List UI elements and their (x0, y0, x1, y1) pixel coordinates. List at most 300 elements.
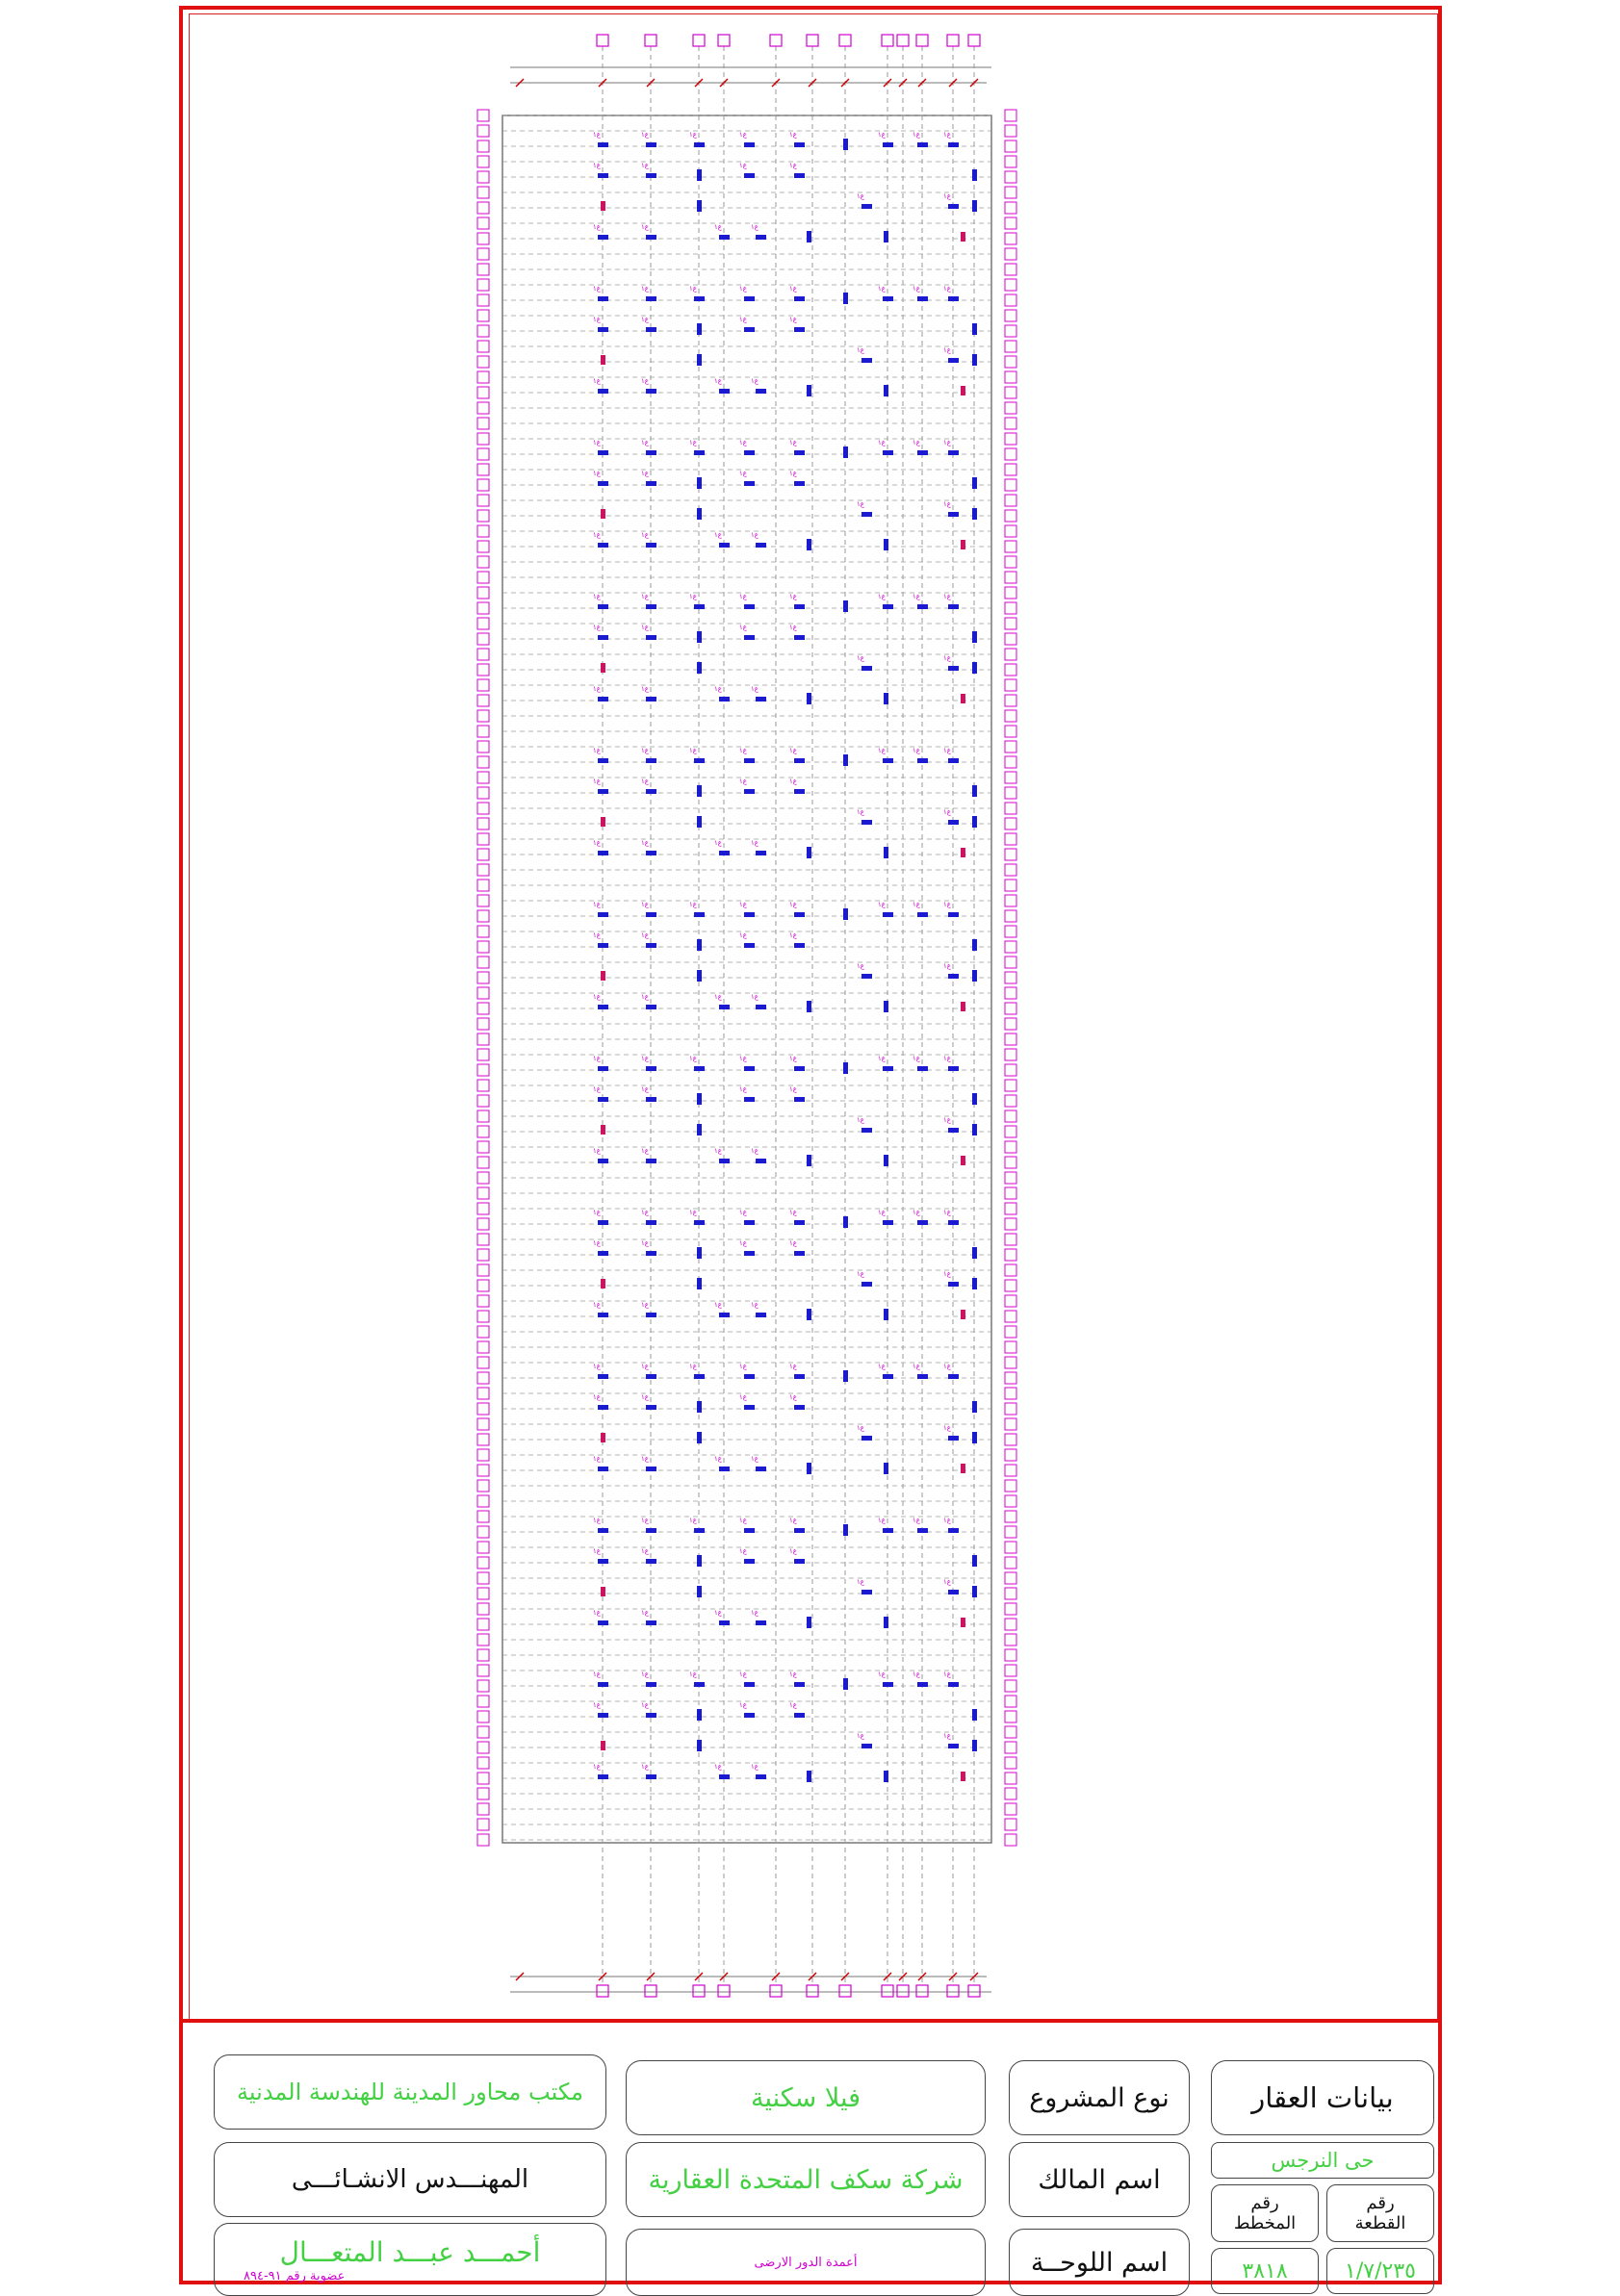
grid-bubble-right (1005, 279, 1016, 291)
grid-bubble-right (1005, 618, 1016, 629)
column-tag: ع۱ (789, 439, 797, 446)
grid-bubble-left (477, 1049, 489, 1060)
column (646, 1559, 656, 1564)
grid-bubble-top (718, 35, 730, 46)
grid-bubble-right (1005, 726, 1016, 737)
property-header-box (1211, 2060, 1434, 2135)
grid-bubble-left (477, 1603, 489, 1615)
column (948, 974, 959, 979)
grid-bubble-left (477, 880, 489, 891)
column (884, 1309, 888, 1320)
column-tag: ع۱ (739, 1547, 747, 1555)
grid-bubble-right (1005, 1264, 1016, 1276)
grid-bubble-right (1005, 633, 1016, 645)
column (694, 450, 705, 455)
grid-bubble-right (1005, 1665, 1016, 1676)
column (697, 1555, 702, 1567)
grid-bubble-right (1005, 1480, 1016, 1492)
column-tag: ع۱ (857, 962, 864, 970)
column-tag: ع۱ (641, 839, 649, 847)
grid-bubble-right (1005, 1649, 1016, 1661)
column (948, 1220, 959, 1225)
grid-bubble-left (477, 926, 489, 937)
grid-bubble-left (477, 787, 489, 799)
column-tag: ع۱ (739, 1363, 747, 1370)
column (744, 1374, 755, 1379)
column (744, 1559, 755, 1564)
column-tag: ع۱ (943, 1270, 951, 1278)
engineer-name-box (214, 2223, 606, 2296)
column-tag: ع۱ (751, 685, 759, 693)
grid-bubble-left (477, 1326, 489, 1338)
column-tag: ع۱ (943, 285, 951, 293)
grid-bubble-right (1005, 1619, 1016, 1630)
grid-bubble-top (882, 35, 893, 46)
column (601, 201, 605, 211)
column (646, 912, 656, 917)
grid-bubble-left (477, 1803, 489, 1815)
column (972, 1401, 977, 1413)
grid-bubble-right (1005, 1634, 1016, 1645)
grid-bubble-left (477, 1742, 489, 1753)
grid-bubble-left (477, 1018, 489, 1030)
column (843, 1062, 848, 1074)
column (744, 635, 755, 640)
column (843, 293, 848, 304)
district: حى النرجس (1271, 2149, 1375, 2172)
grid-bubble-right (1005, 479, 1016, 491)
column-tag: ع۱ (857, 1424, 864, 1432)
column (917, 142, 928, 147)
column-tag: ع۱ (943, 962, 951, 970)
column-tag: ع۱ (789, 1055, 797, 1062)
column-tag: ع۱ (739, 1701, 747, 1709)
grid-bubble-left (477, 418, 489, 429)
column (917, 1374, 928, 1379)
column (598, 1405, 608, 1410)
owner-value-box (626, 2142, 986, 2217)
plan-no-label-box (1211, 2184, 1319, 2242)
column-tag: ع۱ (739, 1671, 747, 1678)
column (972, 200, 977, 212)
column-tag: ع۱ (857, 1732, 864, 1740)
column (884, 693, 888, 704)
column (961, 848, 965, 857)
column-tag: ع۱ (593, 993, 601, 1001)
grid-bubble-left (477, 140, 489, 152)
grid-bubble-left (477, 479, 489, 491)
grid-bubble-bottom (645, 1985, 656, 1997)
column (883, 296, 893, 301)
grid-bubble-left (477, 1388, 489, 1399)
grid-bubble-left (477, 587, 489, 599)
column (972, 1247, 977, 1259)
column (883, 758, 893, 763)
grid-bubble-right (1005, 525, 1016, 537)
column-tag: ع۱ (913, 439, 920, 446)
column (601, 1125, 605, 1135)
column (598, 912, 608, 917)
column-tag: ع۱ (739, 1085, 747, 1093)
column-tag: ع۱ (641, 685, 649, 693)
grid-bubble-right (1005, 649, 1016, 660)
column (646, 1159, 656, 1163)
column (807, 539, 811, 550)
column (719, 235, 730, 240)
column-tag: ع۱ (878, 1517, 886, 1524)
column (598, 1313, 608, 1317)
column (794, 1713, 805, 1718)
grid-bubble-left (477, 1372, 489, 1384)
column (598, 235, 608, 240)
column (883, 142, 893, 147)
column (744, 789, 755, 794)
grid-bubble-bottom (597, 1985, 608, 1997)
column (794, 789, 805, 794)
grid-bubble-left (477, 572, 489, 583)
grid-bubble-right (1005, 1357, 1016, 1368)
column (719, 1467, 730, 1471)
column-tag: ع۱ (913, 1517, 920, 1524)
column-tag: ع۱ (789, 470, 797, 477)
column-tag: ع۱ (789, 1547, 797, 1555)
grid-bubble-right (1005, 1033, 1016, 1045)
column (807, 1309, 811, 1320)
column (794, 1097, 805, 1102)
grid-bubble-left (477, 541, 489, 552)
column (884, 385, 888, 396)
grid-bubble-top (597, 35, 608, 46)
column (861, 1282, 872, 1287)
column (884, 1463, 888, 1474)
column-tag: ع۱ (714, 993, 722, 1001)
sheet-name-label: اسم اللوحــة (1030, 2247, 1169, 2278)
column (794, 1220, 805, 1225)
column (948, 758, 959, 763)
grid-bubble-left (477, 741, 489, 753)
grid-bubble-bottom (897, 1985, 909, 1997)
column (719, 1159, 730, 1163)
column-tag: ع۱ (641, 1547, 649, 1555)
grid-bubble-right (1005, 1434, 1016, 1445)
column (646, 1220, 656, 1225)
column-tag: ع۱ (714, 1609, 722, 1617)
grid-bubble-right (1005, 1803, 1016, 1815)
grid-bubble-left (477, 1449, 489, 1461)
grid-bubble-right (1005, 1465, 1016, 1476)
column-tag: ع۱ (739, 1239, 747, 1247)
column-tag: ع۱ (789, 593, 797, 600)
column (972, 323, 977, 335)
column-tag: ع۱ (789, 1393, 797, 1401)
grid-bubble-left (477, 248, 489, 260)
grid-bubble-left (477, 202, 489, 214)
grid-bubble-right (1005, 1218, 1016, 1230)
column (646, 1097, 656, 1102)
column-tag: ع۱ (751, 1301, 759, 1309)
column (598, 142, 608, 147)
column-tag: ع۱ (593, 162, 601, 169)
grid-bubble-bottom (693, 1985, 705, 1997)
column-tag: ع۱ (913, 1209, 920, 1216)
column (756, 1313, 766, 1317)
column-tag: ع۱ (789, 747, 797, 754)
grid-bubble-right (1005, 1526, 1016, 1538)
grid-bubble-right (1005, 572, 1016, 583)
column (972, 1709, 977, 1721)
grid-bubble-left (477, 110, 489, 121)
column (948, 1066, 959, 1071)
column (883, 1220, 893, 1225)
column (961, 1156, 965, 1165)
column (861, 1436, 872, 1441)
grid-bubble-top (807, 35, 818, 46)
column-tag: ع۱ (943, 1116, 951, 1124)
column (861, 358, 872, 363)
column (948, 512, 959, 517)
grid-bubble-left (477, 1757, 489, 1769)
column (794, 758, 805, 763)
column (601, 509, 605, 519)
column-tag: ع۱ (739, 285, 747, 293)
column (972, 970, 977, 982)
column (948, 1528, 959, 1533)
grid-bubble-left (477, 187, 489, 198)
column (794, 142, 805, 147)
column (697, 354, 702, 366)
column-tag: ع۱ (593, 593, 601, 600)
column (719, 1313, 730, 1317)
grid-bubble-left (477, 233, 489, 244)
column (598, 697, 608, 702)
column-tag: ع۱ (751, 377, 759, 385)
column (697, 1278, 702, 1289)
column (744, 450, 755, 455)
column-tag: ع۱ (689, 1209, 697, 1216)
grid-bubble-right (1005, 1049, 1016, 1060)
grid-bubble-right (1005, 556, 1016, 568)
column-tag: ع۱ (789, 1701, 797, 1709)
column-tag: ع۱ (739, 1393, 747, 1401)
column-tag: ع۱ (913, 901, 920, 908)
grid-bubble-right (1005, 464, 1016, 475)
column (646, 327, 656, 332)
column-tag: ع۱ (641, 901, 649, 908)
column (598, 450, 608, 455)
membership-number: عضوية رقم ۹۱-۸۹٤ (244, 2268, 346, 2283)
grid-bubble-left (477, 1280, 489, 1291)
column (961, 694, 965, 703)
grid-bubble-right (1005, 418, 1016, 429)
grid-bubble-right (1005, 1187, 1016, 1199)
column (744, 481, 755, 486)
grid-bubble-left (477, 1465, 489, 1476)
column-tag: ع۱ (714, 377, 722, 385)
grid-bubble-left (477, 402, 489, 414)
column (972, 508, 977, 520)
grid-bubble-left (477, 833, 489, 845)
grid-bubble-left (477, 279, 489, 291)
grid-bubble-right (1005, 356, 1016, 368)
column (598, 1066, 608, 1071)
grid-bubble-left (477, 387, 489, 398)
column-tag: ع۱ (943, 131, 951, 139)
column-tag: ع۱ (689, 439, 697, 446)
column (601, 971, 605, 981)
column-tag: ع۱ (641, 593, 649, 600)
column (794, 1251, 805, 1256)
grid-bubble-left (477, 1572, 489, 1584)
column (917, 1066, 928, 1071)
grid-bubble-left (477, 910, 489, 922)
grid-bubble-left (477, 602, 489, 614)
column (948, 1682, 959, 1687)
grid-bubble-bottom (718, 1985, 730, 1997)
column-tag: ع۱ (714, 839, 722, 847)
grid-bubble-left (477, 341, 489, 352)
column-tag: ع۱ (593, 931, 601, 939)
grid-bubble-right (1005, 910, 1016, 922)
column-tag: ع۱ (739, 931, 747, 939)
column (794, 912, 805, 917)
column (744, 1220, 755, 1225)
column (794, 1682, 805, 1687)
grid-bubble-left (477, 772, 489, 783)
column-tag: ع۱ (913, 593, 920, 600)
column-tag: ع۱ (641, 162, 649, 169)
column-tag: ع۱ (641, 1701, 649, 1709)
grid-bubble-right (1005, 741, 1016, 753)
grid-bubble-left (477, 495, 489, 506)
grid-bubble-right (1005, 217, 1016, 229)
column-tag: ع۱ (689, 131, 697, 139)
column-tag: ع۱ (913, 1055, 920, 1062)
column-tag: ع۱ (641, 1671, 649, 1678)
grid-bubble-right (1005, 1388, 1016, 1399)
column (756, 851, 766, 855)
column (697, 323, 702, 335)
grid-bubble-left (477, 125, 489, 137)
column (744, 142, 755, 147)
column (972, 1555, 977, 1567)
grid-bubble-right (1005, 1126, 1016, 1137)
column (948, 358, 959, 363)
grid-bubble-left (477, 864, 489, 876)
grid-bubble-right (1005, 1234, 1016, 1245)
grid-bubble-right (1005, 1449, 1016, 1461)
column (883, 450, 893, 455)
column-tag: ع۱ (943, 1363, 951, 1370)
column (744, 1097, 755, 1102)
column (843, 1370, 848, 1382)
column-tag: ع۱ (857, 1116, 864, 1124)
column (601, 817, 605, 827)
column-tag: ع۱ (593, 1547, 601, 1555)
column-tag: ع۱ (739, 316, 747, 323)
grid-bubble-left (477, 1788, 489, 1799)
column (598, 1467, 608, 1471)
grid-bubble-right (1005, 1403, 1016, 1415)
column (756, 543, 766, 548)
column-tag: ع۱ (878, 1209, 886, 1216)
grid-bubble-right (1005, 787, 1016, 799)
column (719, 543, 730, 548)
column-tag: ع۱ (943, 1517, 951, 1524)
column (697, 477, 702, 489)
grid-bubble-left (477, 1726, 489, 1738)
grid-bubble-right (1005, 710, 1016, 722)
column (598, 296, 608, 301)
column (948, 296, 959, 301)
grid-bubble-bottom (916, 1985, 928, 1997)
plot-no-value: ۱/۷/۲۳٥ (1345, 2258, 1416, 2283)
column-tag: ع۱ (593, 1147, 601, 1155)
column-tag: ع۱ (593, 377, 601, 385)
column-tag: ع۱ (593, 1517, 601, 1524)
grid-bubble-left (477, 664, 489, 676)
plan-no-label: رقم المخطط (1233, 2193, 1297, 2233)
grid-bubble-left (477, 1172, 489, 1184)
column-tag: ع۱ (593, 1085, 601, 1093)
column (807, 385, 811, 396)
column (646, 1374, 656, 1379)
column-tag: ع۱ (641, 747, 649, 754)
grid-bubble-right (1005, 864, 1016, 876)
column-tag: ع۱ (593, 1363, 601, 1370)
column (972, 939, 977, 951)
column (598, 604, 608, 609)
column-tag: ع۱ (689, 593, 697, 600)
owner-label: اسم المالك (1038, 2164, 1161, 2195)
column (756, 1005, 766, 1009)
column-tag: ع۱ (913, 747, 920, 754)
column-tag: ع۱ (689, 1363, 697, 1370)
grid-bubble-left (477, 1141, 489, 1153)
column (697, 939, 702, 951)
column (744, 604, 755, 609)
column (719, 389, 730, 394)
column (697, 1093, 702, 1105)
column-tag: ع۱ (878, 747, 886, 754)
grid-bubble-left (477, 957, 489, 968)
column-tag: ع۱ (751, 1763, 759, 1771)
column-tag: ع۱ (878, 285, 886, 293)
column-tag: ع۱ (878, 1671, 886, 1678)
grid-bubble-left (477, 803, 489, 814)
grid-bubble-bottom (968, 1985, 980, 1997)
column (598, 1620, 608, 1625)
grid-bubble-right (1005, 341, 1016, 352)
column-tag: ع۱ (789, 1363, 797, 1370)
column-tag: ع۱ (739, 162, 747, 169)
column (861, 512, 872, 517)
column (861, 1128, 872, 1133)
grid-bubble-left (477, 356, 489, 368)
column-tag: ع۱ (739, 439, 747, 446)
grid-bubble-right (1005, 679, 1016, 691)
grid-bubble-left (477, 818, 489, 829)
grid-bubble-left (477, 1095, 489, 1107)
column (948, 142, 959, 147)
grid-bubble-left (477, 1649, 489, 1661)
column (948, 912, 959, 917)
column-tag: ع۱ (593, 778, 601, 785)
office-name-box (214, 2054, 606, 2130)
column (884, 1617, 888, 1628)
column (598, 1251, 608, 1256)
grid-bubble-right (1005, 587, 1016, 599)
column (948, 604, 959, 609)
